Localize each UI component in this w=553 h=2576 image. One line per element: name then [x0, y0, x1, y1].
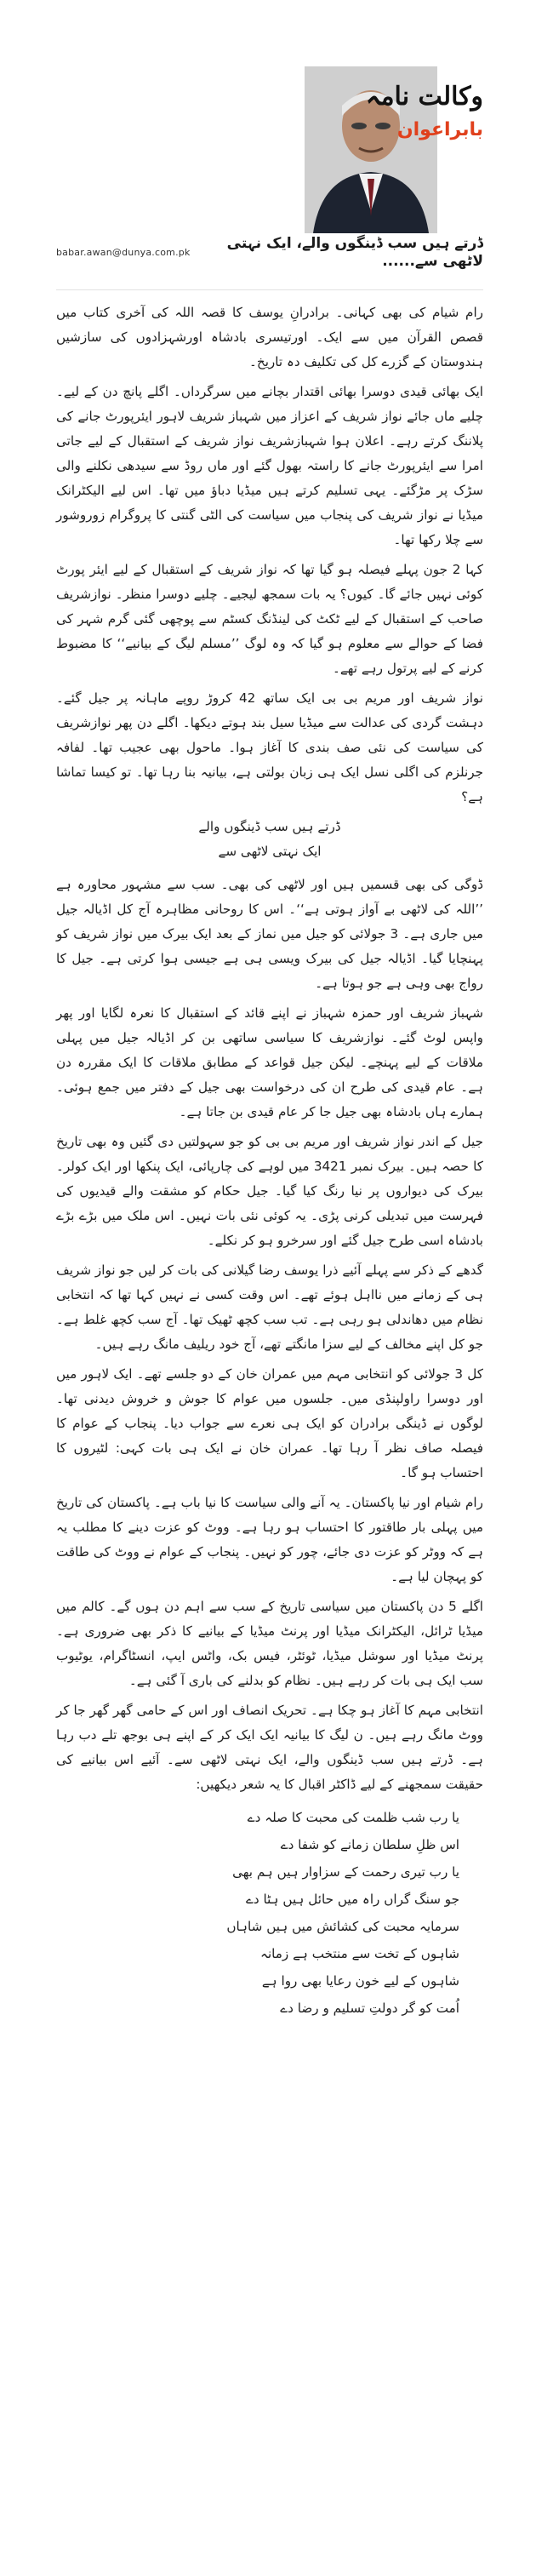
paragraph: نواز شریف اور مریم بی بی ایک ساتھ 42 کروڑ روپے ماہانہ پر جیل گئے۔ دہشت گردی کی عدالت سے میڈیا سیل بند ہوتے دیکھا۔ اگلے دن پھر نوازشریف کی سیاست کی نئی صف بندی کا آغاز ہوا۔ ماحول بھی عجیب تھا۔ لفافہ جرنلزم کی اگلی نسل ایک ہی زبان بولتی ہے، بیانیہ بنا رہا تھا۔ تو کیسا تماشا ہے؟	[56, 690, 483, 804]
verse-line: جو سنگ گراں راہ میں حائل ہیں ہٹا دے	[245, 1892, 459, 1907]
author-email[interactable]: babar.awan@dunya.com.pk	[56, 246, 191, 258]
paragraph: اگلے 5 دن پاکستان میں سیاسی تاریخ کے سب سے اہم دن ہوں گے۔ کالم میں میڈیا ٹرائل، الیکٹرانک میڈیا اور پرنٹ میڈیا کے بیانیے کا ذکر بھی ضروری ہے۔ پرنٹ میڈیا اور سوشل میڈیا، ٹوئٹر، فیس بک، واٹس ایپ، انسٹاگرام، یوٹیوب سب ایک ہی بات کر رہے ہیں۔ نظام کو بدلنے کی باری آ گئی ہے۔	[56, 1599, 483, 1688]
paragraph: رام شیام اور نیا پاکستان۔ یہ آنے والی سیاست کا نیا باب ہے۔ پاکستان کی تاریخ میں پہلی بار طاقتور کا احتساب ہو رہا ہے۔ ووٹ کو عزت دینے کا مطلب یہ ہے کہ ووٹر کو عزت دی جائے، چور کو نہیں۔ پنجاب کے عوام نے ووٹ کی طاقت کو پہچان لیا ہے۔	[56, 1495, 483, 1584]
headline-strip	[56, 235, 483, 270]
verse-line: شاہوں کے لیے خون رعایا بھی روا ہے	[261, 1973, 459, 1989]
column-headline: ڈرتے ہیں سب ڈینگوں والے، ایک نہتی لاٹھی سے......	[226, 235, 483, 270]
column-title-block	[347, 83, 483, 140]
verse-line: یا رب شب ظلمت کی محبت کا صلہ دے	[247, 1810, 459, 1825]
paragraph: رام شیام کی بھی کہانی۔ برادرانِ یوسف کا قصہ اللہ کی آخری کتاب میں قصص القرآن میں سے ایک۔ اورتیسری بادشاہ اورشہزادوں کی سازشیں ہندوستان کے گزرے کل کی تکلیف دہ تاریخ۔	[56, 305, 483, 369]
verse-line: یا رب تیری رحمت کے سزاوار ہیں ہم بھی	[232, 1864, 459, 1880]
header-divider	[56, 289, 483, 290]
column-body	[56, 301, 483, 2022]
paragraph: انتخابی مہم کا آغاز ہو چکا ہے۔ تحریک انصاف اور اس کے حامی گھر گھر جا کر ووٹ مانگ رہے ہیں۔ ن لیگ کا بیانیہ ایک ایک کر کے اپنے ہی بوجھ تلے دب رہا ہے۔ ڈرتے ہیں سب ڈینگوں والے، ایک نہتی لاٹھی سے۔ آئیے اس بیانیے کی حقیقت سمجھنے کے لیے ڈاکٹر اقبال کا یہ شعر دیکھیں:	[56, 1703, 483, 1792]
paragraph: ڈوگی کی بھی قسمیں ہیں اور لاٹھی کی بھی۔ سب سے مشہور محاورہ ہے ’’اللہ کی لاٹھی بے آواز ہوتی ہے‘‘۔ اس کا روحانی مظاہرہ آج کل اڈیالہ جیل میں جاری ہے۔ 3 جولائی کو جیل میں نماز کے بعد ایک بیرک میں نواز شریف کو پہنچایا گیا۔ اڈیالہ جیل کی بیرک ویسی ہی ہے جیسی ہوا کرتی ہے۔ جیل کا رواج بھی وہی ہے جو ہوتا ہے۔	[56, 877, 483, 991]
paragraph: شہباز شریف اور حمزہ شہباز نے اپنے قائد کے استقبال کا نعرہ لگایا اور پھر واپس لوٹ گئے۔ نوازشریف کا سیاسی ساتھی بن کر اڈیالہ جیل میں پہلی ملاقات کے لیے پہنچے۔ لیکن جیل قواعد کے مطابق ملاقات کا ایک مقررہ دن ہے۔ عام قیدی کی طرح ان کی درخواست بھی جیل کے دفتر میں جمع ہوئی۔ ہمارے ہاں بادشاہ بھی جیل جا کر عام قیدی بن جاتا ہے۔	[56, 1005, 483, 1119]
verse-line: اس ظلِ سلطان زمانے کو شفا دے	[280, 1837, 459, 1852]
column-header	[56, 66, 483, 281]
paragraph: ایک بھائی قیدی دوسرا بھائی اقتدار بچانے میں سرگرداں۔ اگلے پانچ دن کے لیے۔ چلیے ماں جائے نواز شریف کے اعزاز میں شہباز شریف لاہور ایئرپورٹ جانے کی پلاننگ کرتے رہے۔ اعلان ہوا شہبازشریف نواز شریف کے استقبال کے لیے جاتی امرا سے ایئرپورٹ جانے کا راستہ بھول گئے اور ماں روڈ سے سیدھی نکلنے والی سڑک پر مڑگئے۔ یہی تسلیم کرتے ہیں میڈیا دباؤ میں تھا۔ اس لیے الیکٹرانک میڈیا نے نواز شریف کی پنجاب میں سیاست کی الٹی گنتی کا پروگرام زوروشور سے چلا رکھا تھا۔	[56, 384, 483, 547]
writer-name: بابراعوان	[396, 118, 483, 140]
paragraph: کل 3 جولائی کو انتخابی مہم میں عمران خان کے دو جلسے تھے۔ ایک لاہور میں اور دوسرا راولپنڈی میں۔ جلسوں میں عوام کا جوش و خروش دیدنی تھا۔ لوگوں نے ڈینگی برادران کو ایک ہی نعرے سے جواب دیا۔ پنجاب کے عوام کا فیصلہ صاف نظر آ رہا تھا۔ عمران خان نے ایک ہی بات کہی: لٹیروں کا احتساب ہو گا۔	[56, 1366, 483, 1480]
verse-line: اُمت کو گر دولتِ تسلیم و رضا دے	[280, 2001, 459, 2016]
verse-line: شاہوں کے تخت سے منتخب ہے زمانہ	[260, 1946, 459, 1961]
paragraph: گدھے کے ذکر سے پہلے آئیے ذرا یوسف رضا گیلانی کی بات کر لیں جو نواز شریف ہی کے زمانے میں نااہل ہوئے تھے۔ اس وقت کسی نے نہیں کہا تھا کہ انتخابی نظام میں دھاندلی ہو رہی ہے۔ تب سب کچھ ٹھیک تھا۔ آج سب کچھ غلط ہے۔ جو کل اپنے مخالف کے لیے سزا مانگتے تھے، آج خود ریلیف مانگ رہے ہیں۔	[56, 1262, 483, 1352]
column-brand: وکالت نامہ	[365, 82, 483, 112]
paragraph: کہا 2 جون پہلے فیصلہ ہو گیا تھا کہ نواز شریف کے استقبال کے لیے ایئر پورٹ کوئی نہیں جائے گا۔ کیوں؟ یہ بات سمجھ لیجیے۔ چلیے دوسرا منظر۔ نوازشریف صاحب کے استقبال کے لیے ٹکٹ کی لینڈنگ کسٹم سے پوچھی گئی گرم شہر کی فضا کے حوالے سے معلوم ہو گیا کہ وہ لوگ ’’مسلم لیگ کے بیانیے‘‘ کا مضبوط کرنے کے لیے پرتول رہے تھے۔	[56, 562, 483, 676]
verse-line: سرمایہ محبت کی کشائش میں ہیں شاہاں	[226, 1919, 459, 1934]
closing-verse	[56, 1804, 483, 2022]
verse-intro: ڈرتے ہیں سب ڈینگوں والے ایک نہتی لاٹھی سے	[198, 819, 341, 859]
paragraph: جیل کے اندر نواز شریف اور مریم بی بی کو جو سہولتیں دی گئیں وہ بھی تاریخ کا حصہ ہیں۔ بیرک نمبر 3421 میں لوہے کی چارپائی، ایک پنکھا اور ایک کولر۔ بیرک کی دیواروں پر نیا رنگ کیا گیا۔ جیل حکام کو مشقت والے قیدیوں کی فہرست میں تبدیلی کرنی پڑی۔ یہ کوئی نئی بات نہیں۔ اس ملک میں بڑے بڑے بادشاہ اسی طرح جیل گئے اور سرخرو ہو کر نکلے۔	[56, 1134, 483, 1248]
